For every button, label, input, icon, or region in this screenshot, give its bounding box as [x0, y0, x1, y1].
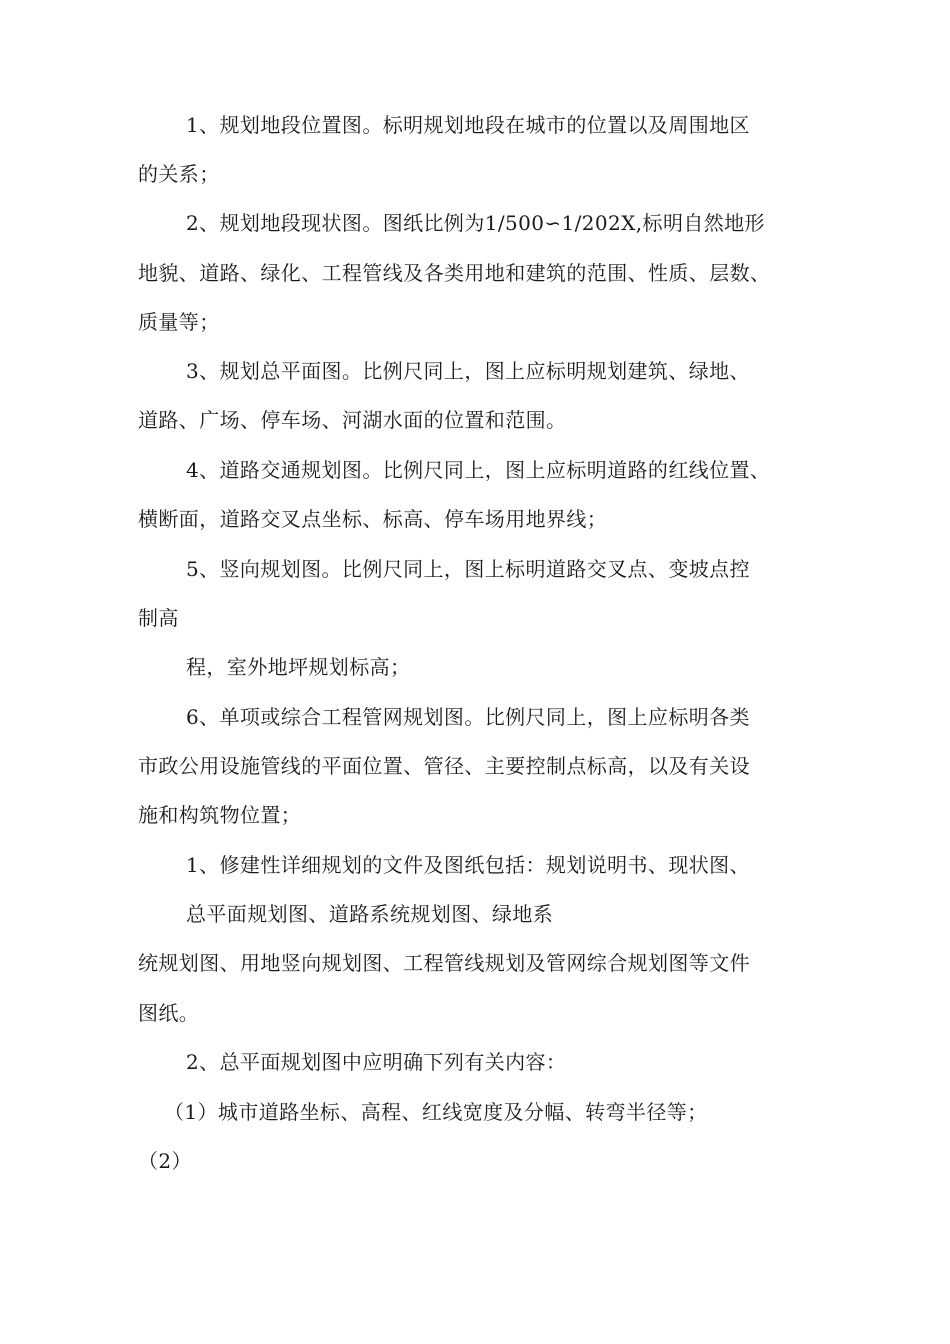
paragraph-5-line-1: 5、竖向规划图。比例尺同上，图上标明道路交叉点、变坡点控: [186, 557, 750, 581]
paragraph-1-line-2: 的关系；: [138, 162, 220, 186]
paragraph-5-line-2: 制高: [138, 606, 179, 630]
paragraph-9-line-1: （1）城市道路坐标、高程、红线宽度及分幅、转弯半径等；: [164, 1100, 708, 1124]
paragraph-3-line-1: 3、规划总平面图。比例尺同上，图上应标明规划建筑、绿地、: [186, 359, 750, 383]
paragraph-7-line-1: 1、修建性详细规划的文件及图纸包括：规划说明书、现状图、: [186, 853, 750, 877]
paragraph-6-line-1: 6、单项或综合工程管网规划图。比例尺同上，图上应标明各类: [186, 705, 750, 729]
paragraph-6-line-3: 施和构筑物位置；: [138, 803, 302, 827]
paragraph-6-line-2: 市政公用设施管线的平面位置、管径、主要控制点标高，以及有关设: [138, 754, 750, 778]
paragraph-2-line-3: 质量等；: [138, 310, 220, 334]
paragraph-3-line-2: 道路、广场、停车场、河湖水面的位置和范围。: [138, 408, 567, 432]
paragraph-7-line-2: 总平面规划图、道路系统规划图、绿地系: [186, 902, 554, 926]
paragraph-7-line-3: 统规划图、用地竖向规划图、工程管线规划及管网综合规划图等文件: [138, 951, 750, 975]
paragraph-8-line-1: 2、总平面规划图中应明确下列有关内容：: [186, 1050, 567, 1074]
paragraph-4-line-2: 横断面，道路交叉点坐标、标高、停车场用地界线；: [138, 507, 608, 531]
paragraph-7-line-4: 图纸。: [138, 1001, 200, 1025]
paragraph-10-line-1: （2）: [138, 1149, 192, 1173]
paragraph-2-line-1: 2、规划地段现状图。图纸比例为1/500∽1/202X,标明自然地形: [186, 211, 765, 235]
paragraph-4-line-1: 4、道路交通规划图。比例尺同上，图上应标明道路的红线位置、: [186, 458, 771, 482]
paragraph-1-line-1: 1、规划地段位置图。标明规划地段在城市的位置以及周围地区: [186, 113, 750, 137]
paragraph-2-line-2: 地貌、道路、绿化、工程管线及各类用地和建筑的范围、性质、层数、: [138, 261, 771, 285]
paragraph-5-line-3: 程，室外地坪规划标高；: [186, 655, 411, 679]
